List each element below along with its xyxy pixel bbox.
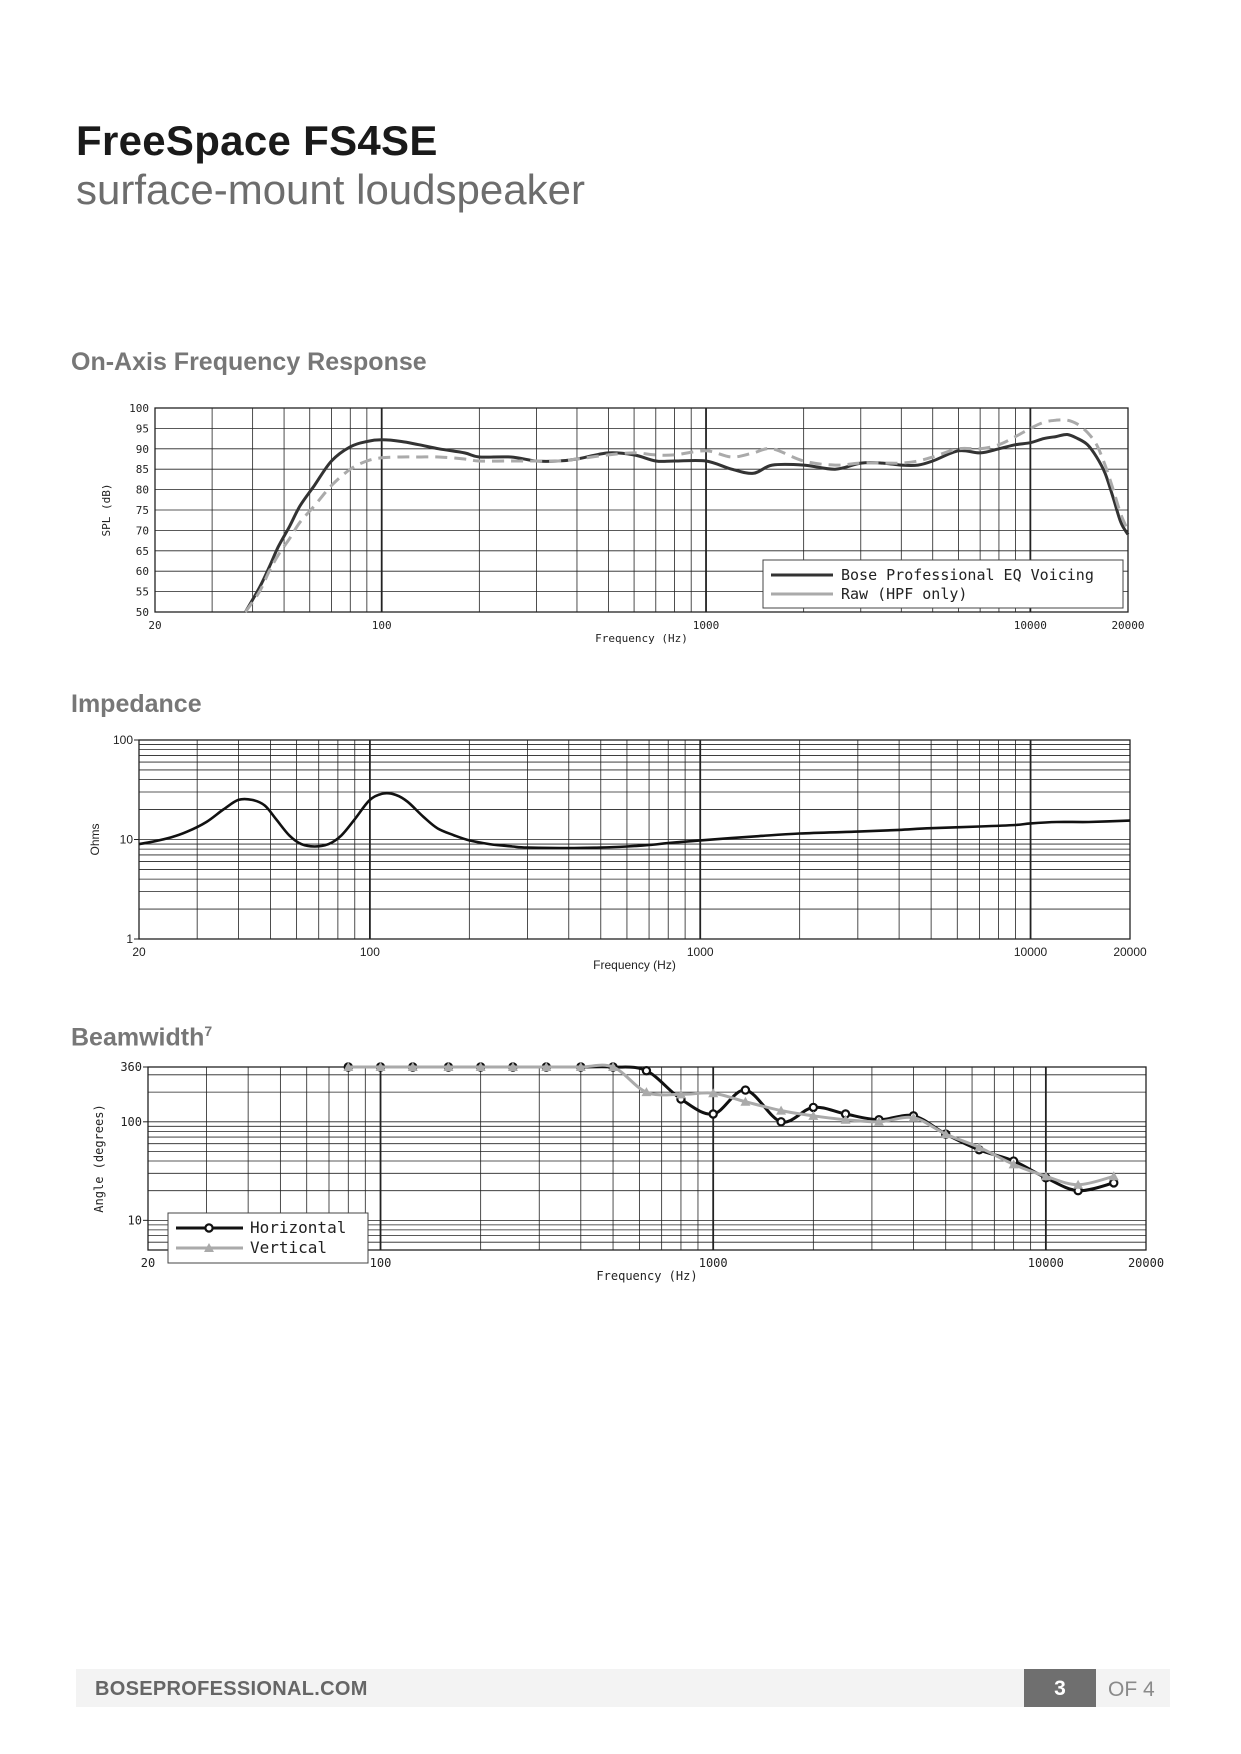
y-tick-label: 55 xyxy=(135,585,149,599)
document-title: FreeSpace FS4SE xyxy=(76,117,438,164)
x-tick-label: 1000 xyxy=(698,1256,728,1270)
y-tick-label: 1 xyxy=(126,932,133,946)
legend-label: Bose Professional EQ Voicing xyxy=(841,566,1094,584)
y-tick-label: 100 xyxy=(112,733,133,747)
y-tick-label: 80 xyxy=(135,483,149,497)
beamwidth-heading-text: Beamwidth xyxy=(71,1023,205,1052)
x-tick-label: 20 xyxy=(132,945,146,959)
data-point-circle xyxy=(710,1110,717,1117)
x-tick-label: 100 xyxy=(359,945,380,959)
frequency-response-heading: On-Axis Frequency Response xyxy=(71,348,427,376)
x-tick-label: 20000 xyxy=(1113,945,1147,959)
legend-label: Raw (HPF only) xyxy=(841,585,968,603)
data-point-circle xyxy=(1110,1179,1117,1186)
x-tick-label: 1000 xyxy=(686,945,714,959)
y-tick-label: 100 xyxy=(129,402,149,415)
y-axis-title: SPL (dB) xyxy=(100,483,113,537)
x-tick-label: 20000 xyxy=(1127,1256,1165,1270)
impedance-heading: Impedance xyxy=(71,690,202,718)
y-tick-label: 10 xyxy=(127,1213,142,1228)
y-tick-label: 100 xyxy=(120,1114,142,1129)
y-tick-label: 10 xyxy=(119,832,133,847)
y-tick-label: 360 xyxy=(120,1060,142,1074)
y-tick-label: 70 xyxy=(135,524,149,538)
x-axis-title: Frequency (Hz) xyxy=(596,1269,698,1283)
data-point-circle xyxy=(777,1118,784,1125)
page-number: 3 xyxy=(1054,1677,1066,1700)
legend-label: Horizontal xyxy=(250,1218,347,1237)
series-line-1 xyxy=(348,1067,1114,1191)
y-tick-label: 75 xyxy=(135,504,149,517)
x-tick-label: 20000 xyxy=(1111,619,1145,632)
data-point-circle xyxy=(742,1086,749,1093)
footer-website: BOSEPROFESSIONAL.COM xyxy=(95,1678,368,1700)
document-subtitle: surface-mount loudspeaker xyxy=(76,166,585,213)
x-tick-label: 20 xyxy=(148,619,162,632)
footer-bar xyxy=(76,1669,1170,1707)
y-tick-label: 65 xyxy=(135,544,149,558)
data-point-circle xyxy=(810,1104,817,1111)
y-axis-title: Angle (degrees) xyxy=(92,1104,106,1213)
page-total: OF 4 xyxy=(1108,1678,1155,1701)
x-tick-label: 100 xyxy=(371,619,392,632)
series-line-2 xyxy=(348,1065,1114,1185)
y-tick-label: 95 xyxy=(135,422,149,436)
x-axis-title: Frequency (Hz) xyxy=(595,632,688,645)
data-point-circle xyxy=(643,1067,650,1074)
y-tick-label: 90 xyxy=(135,442,149,456)
x-tick-label: 1000 xyxy=(692,619,720,632)
x-tick-label: 10000 xyxy=(1013,619,1047,632)
legend-marker xyxy=(205,1224,212,1231)
x-axis-title: Frequency (Hz) xyxy=(593,958,676,972)
chart-2 xyxy=(88,733,1147,972)
chart-1 xyxy=(100,402,1145,645)
y-axis-title: Ohms xyxy=(88,823,102,856)
x-tick-label: 10000 xyxy=(1013,945,1048,959)
y-tick-label: 50 xyxy=(135,606,149,619)
beamwidth-footnote-marker: 7 xyxy=(204,1023,213,1039)
x-tick-label: 10000 xyxy=(1027,1256,1064,1270)
chart-3 xyxy=(92,1060,1164,1283)
x-tick-label: 100 xyxy=(369,1256,392,1270)
page-number-box xyxy=(1024,1669,1096,1707)
x-tick-label: 20 xyxy=(140,1256,156,1270)
legend-label: Vertical xyxy=(250,1238,328,1257)
y-tick-label: 60 xyxy=(135,565,149,579)
y-tick-label: 85 xyxy=(135,463,149,477)
